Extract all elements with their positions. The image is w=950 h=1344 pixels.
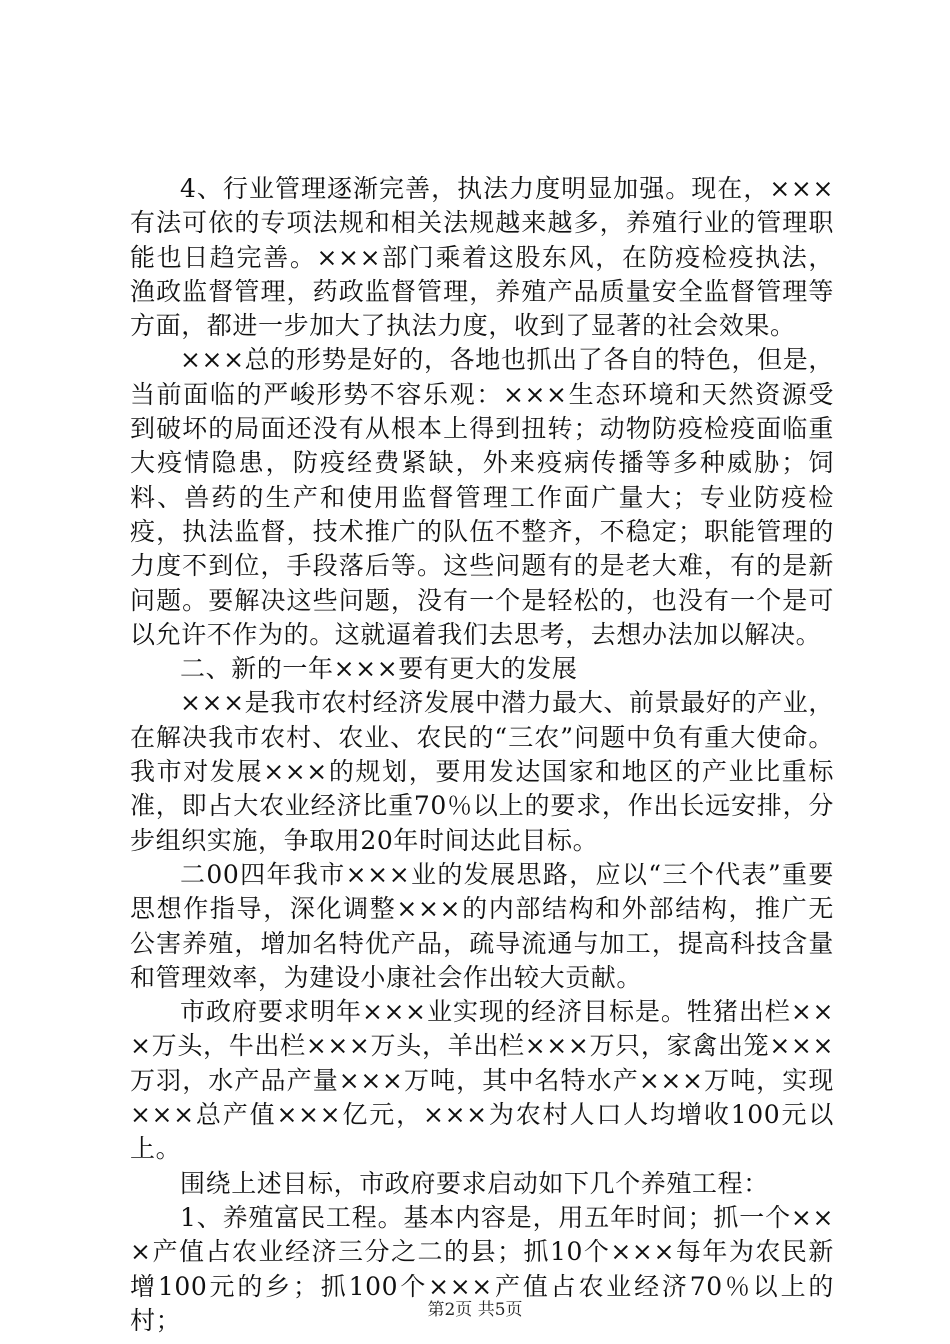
paragraph-5: 市政府要求明年×××业实现的经济目标是。牲猪出栏×××万头，牛出栏×××万头，羊出栏×××万只，家禽出笼×××万羽，水产品产量×××万吨，其中名特水产×××万吨，实现×××总产值×××亿元，×××为农村人口人均增收100元以上。 (130, 997, 834, 1164)
paragraph-6: 围绕上述目标，市政府要求启动如下几个养殖工程： (180, 1168, 769, 1198)
paragraph-3: ×××是我市农村经济发展中潜力最大、前景最好的产业，在解决我市农村、农业、农民的“三农”问题中负有重大使命。我市对发展×××的规划，要用发达国家和地区的产业比重标准，即占大农业经济比重70％以上的要求，作出长远安排，分步组织实施，争取用20年时间达此目标。 (130, 688, 834, 855)
paragraph-1: 4、行业管理逐渐完善，执法力度明显加强。现在，×××有法可依的专项法规和相关法规越来越多，养殖行业的管理职能也日趋完善。×××部门乘着这股东风，在防疫检疫执法，渔政监督管理，药政监督管理，养殖产品质量安全监督管理等方面，都进一步加大了执法力度，收到了显著的社会效果。 (130, 174, 834, 341)
section-heading: 二、新的一年×××要有更大的发展 (180, 654, 578, 684)
page-footer: 第2页 共5页 (427, 1300, 523, 1320)
document-body (130, 172, 834, 1338)
paragraph-7: 1、养殖富民工程。基本内容是，用五年时间；抓一个×××产值占农业经济三分之二的县；抓10个×××每年为农民新增100元的乡；抓100个×××产值占农业经济70％以上的村； (130, 1202, 834, 1335)
paragraph-4: 二00四年我市×××业的发展思路，应以“三个代表”重要思想作指导，深化调整×××的内部结构和外部结构，推广无公害养殖，增加名特优产品，疏导流通与加工，提高科技含量和管理效率，为建设小康社会作出较大贡献。 (130, 859, 834, 992)
paragraph-2: ×××总的形势是好的，各地也抓出了各自的特色，但是，当前面临的严峻形势不容乐观：×××生态环境和天然资源受到破坏的局面还没有从根本上得到扭转；动物防疫检疫面临重大疫情隐患，防疫经费紧缺，外来疫病传播等多种威胁；饲料、兽药的生产和使用监督管理工作面广量大；专业防疫检疫，执法监督，技术推广的队伍不整齐，不稳定；职能管理的力度不到位，手段落后等。这些问题有的是老大难，有的是新问题。要解决这些问题，没有一个是轻松的，也没有一个是可以允许不作为的。这就逼着我们去思考，去想办法加以解决。 (130, 345, 834, 649)
